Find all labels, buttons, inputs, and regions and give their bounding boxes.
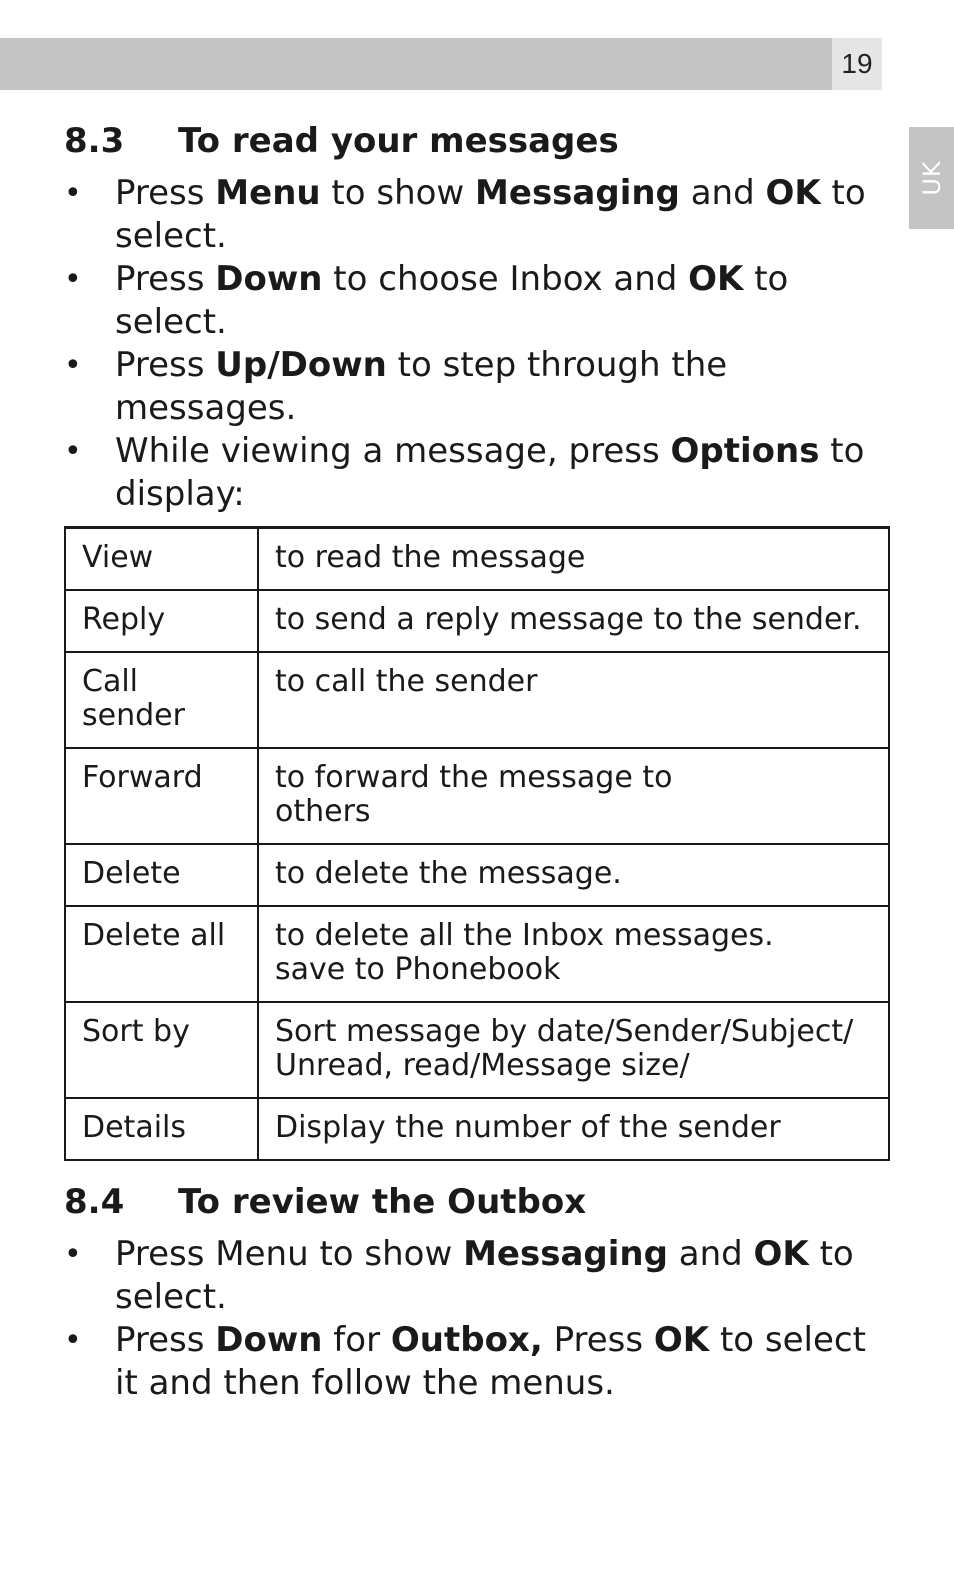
option-name-cell: Delete all [65,906,258,1002]
outbox-steps [64,1233,892,1405]
option-name-cell: Delete [65,844,258,906]
table-row [65,748,889,844]
table-row [65,528,889,591]
language-tab [909,127,954,229]
option-description-cell: to read the message [258,528,889,591]
section-title: To read your messages [178,121,619,161]
option-description-cell: to call the sender [258,652,889,748]
option-description-cell: to send a reply message to the sender. [258,590,889,652]
page-content [64,116,892,1405]
section-heading-read-messages [64,116,892,166]
option-name-cell: Reply [65,590,258,652]
read-messages-steps [64,172,892,516]
table-row [65,906,889,1002]
list-item: • Press Menu to show Messaging and OK to select. [64,1233,892,1319]
option-name-cell: Sort by [65,1002,258,1098]
language-tab-label: UK [917,160,946,196]
page-number: 19 [832,38,882,90]
table-row [65,844,889,906]
option-description-cell: Display the number of the sender [258,1098,889,1160]
section-title: To review the Outbox [178,1182,587,1222]
list-item: • While viewing a message, press Options to display: [64,430,892,516]
list-item: • Press Up/Down to step through the messages. [64,344,892,430]
option-name-cell: Details [65,1098,258,1160]
option-name-cell: Call sender [65,652,258,748]
section-number: 8.3 [64,121,125,161]
option-name-cell: View [65,528,258,591]
list-item: • Press Down to choose Inbox and OK to select. [64,258,892,344]
options-table [64,526,890,1161]
table-row [65,590,889,652]
option-name-cell: Forward [65,748,258,844]
header-bar [0,38,832,90]
section-heading-outbox [64,1177,892,1227]
option-description-cell: to forward the message to others [258,748,889,844]
list-item: • Press Down for Outbox, Press OK to select it and then follow the menus. [64,1319,892,1405]
section-number: 8.4 [64,1182,125,1222]
table-row [65,652,889,748]
table-row [65,1002,889,1098]
list-item: • Press Menu to show Messaging and OK to select. [64,172,892,258]
table-row [65,1098,889,1160]
option-description-cell: to delete all the Inbox messages. save to Phonebook [258,906,889,1002]
option-description-cell: to delete the message. [258,844,889,906]
option-description-cell: Sort message by date/Sender/Subject/ Unread, read/Message size/ [258,1002,889,1098]
